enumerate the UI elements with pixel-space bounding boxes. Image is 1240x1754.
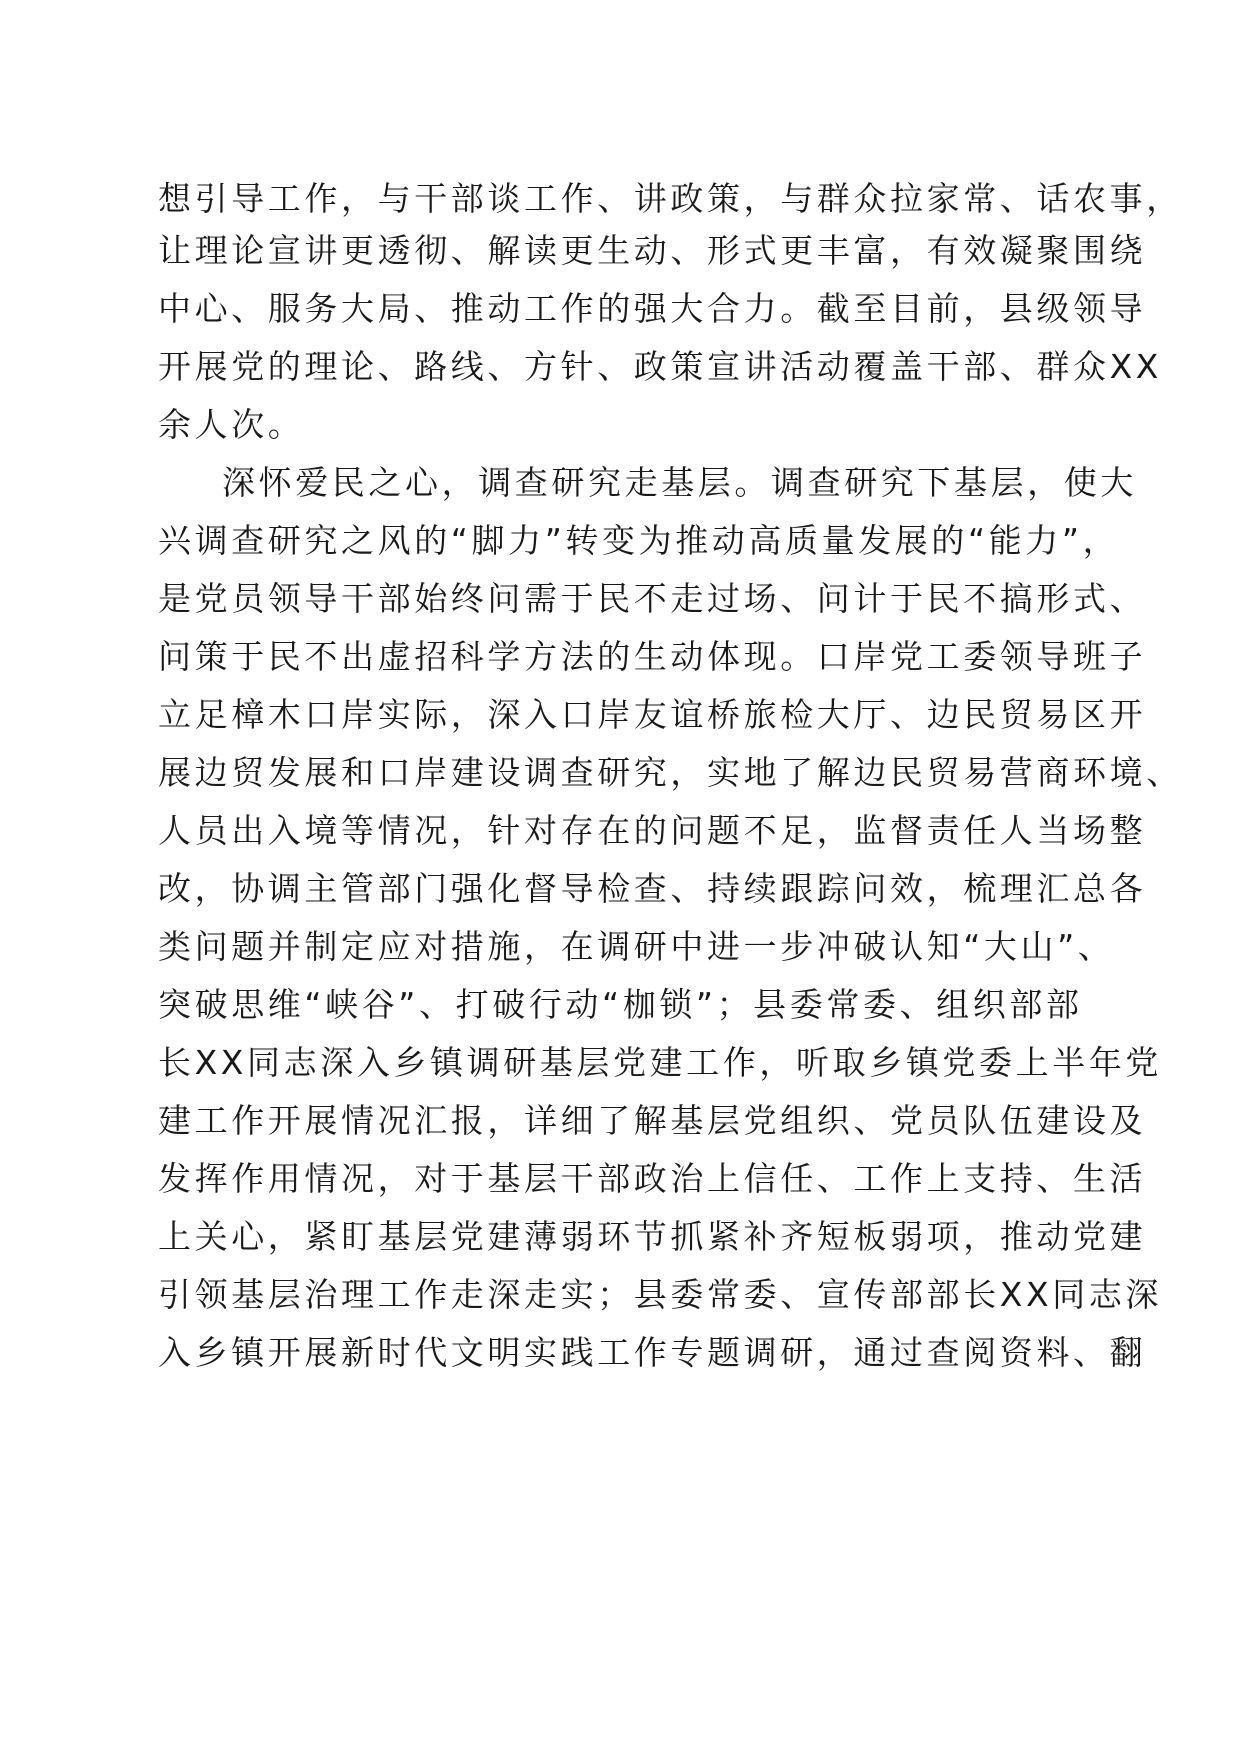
text-line: 人员出入境等情况，针对存在的问题不足，监督责任人当场整 [158,811,1147,850]
text-line: 突破思维“峡谷”、打破行动“枷锁”；县委常委、组织部部 [158,985,1083,1024]
text-line: 入乡镇开展新时代文明实践工作专题调研，通过查阅资料、翻 [158,1333,1147,1372]
paragraph-first-line: 深怀爱民之心，调查研究走基层。调查研究下基层，使大 [222,463,1137,502]
text-line: 立足樟木口岸实际，深入口岸友谊桥旅检大厅、边民贸易区开 [158,695,1147,734]
text-line: 长XX同志深入乡镇调研基层党建工作，听取乡镇党委上半年党 [158,1043,1163,1082]
text-line: 开展党的理论、路线、方针、政策宣讲活动覆盖干部、群众XX [158,347,1163,386]
text-line: 引领基层治理工作走深走实；县委常委、宣传部部长XX同志深 [158,1275,1163,1314]
text-line: 想引导工作，与干部谈工作、讲政策，与群众拉家常、话农事， [158,179,1183,218]
text-line: 上关心，紧盯基层党建薄弱环节抓紧补齐短板弱项，推动党建 [158,1217,1147,1256]
text-line: 是党员领导干部始终问需于民不走过场、问计于民不搞形式、 [158,579,1147,618]
text-line: 类问题并制定应对措施，在调研中进一步冲破认知“大山”、 [158,927,1115,966]
text-line: 兴调查研究之风的“脚力”转变为推动高质量发展的“能力”， [158,521,1120,560]
text-line: 让理论宣讲更透彻、解读更生动、形式更丰富，有效凝聚围绕 [158,231,1147,270]
text-line: 改，协调主管部门强化督导检查、持续跟踪问效，梳理汇总各 [158,869,1147,908]
text-line: 中心、服务大局、推动工作的强大合力。截至目前，县级领导 [158,289,1147,328]
text-line: 问策于民不出虚招科学方法的生动体现。口岸党工委领导班子 [158,637,1147,676]
text-line: 建工作开展情况汇报，详细了解基层党组织、党员队伍建设及 [158,1101,1147,1140]
text-line: 发挥作用情况，对于基层干部政治上信任、工作上支持、生活 [158,1159,1147,1198]
text-line: 余人次。 [158,405,305,444]
text-line: 展边贸发展和口岸建设调查研究，实地了解边民贸易营商环境、 [158,753,1183,792]
